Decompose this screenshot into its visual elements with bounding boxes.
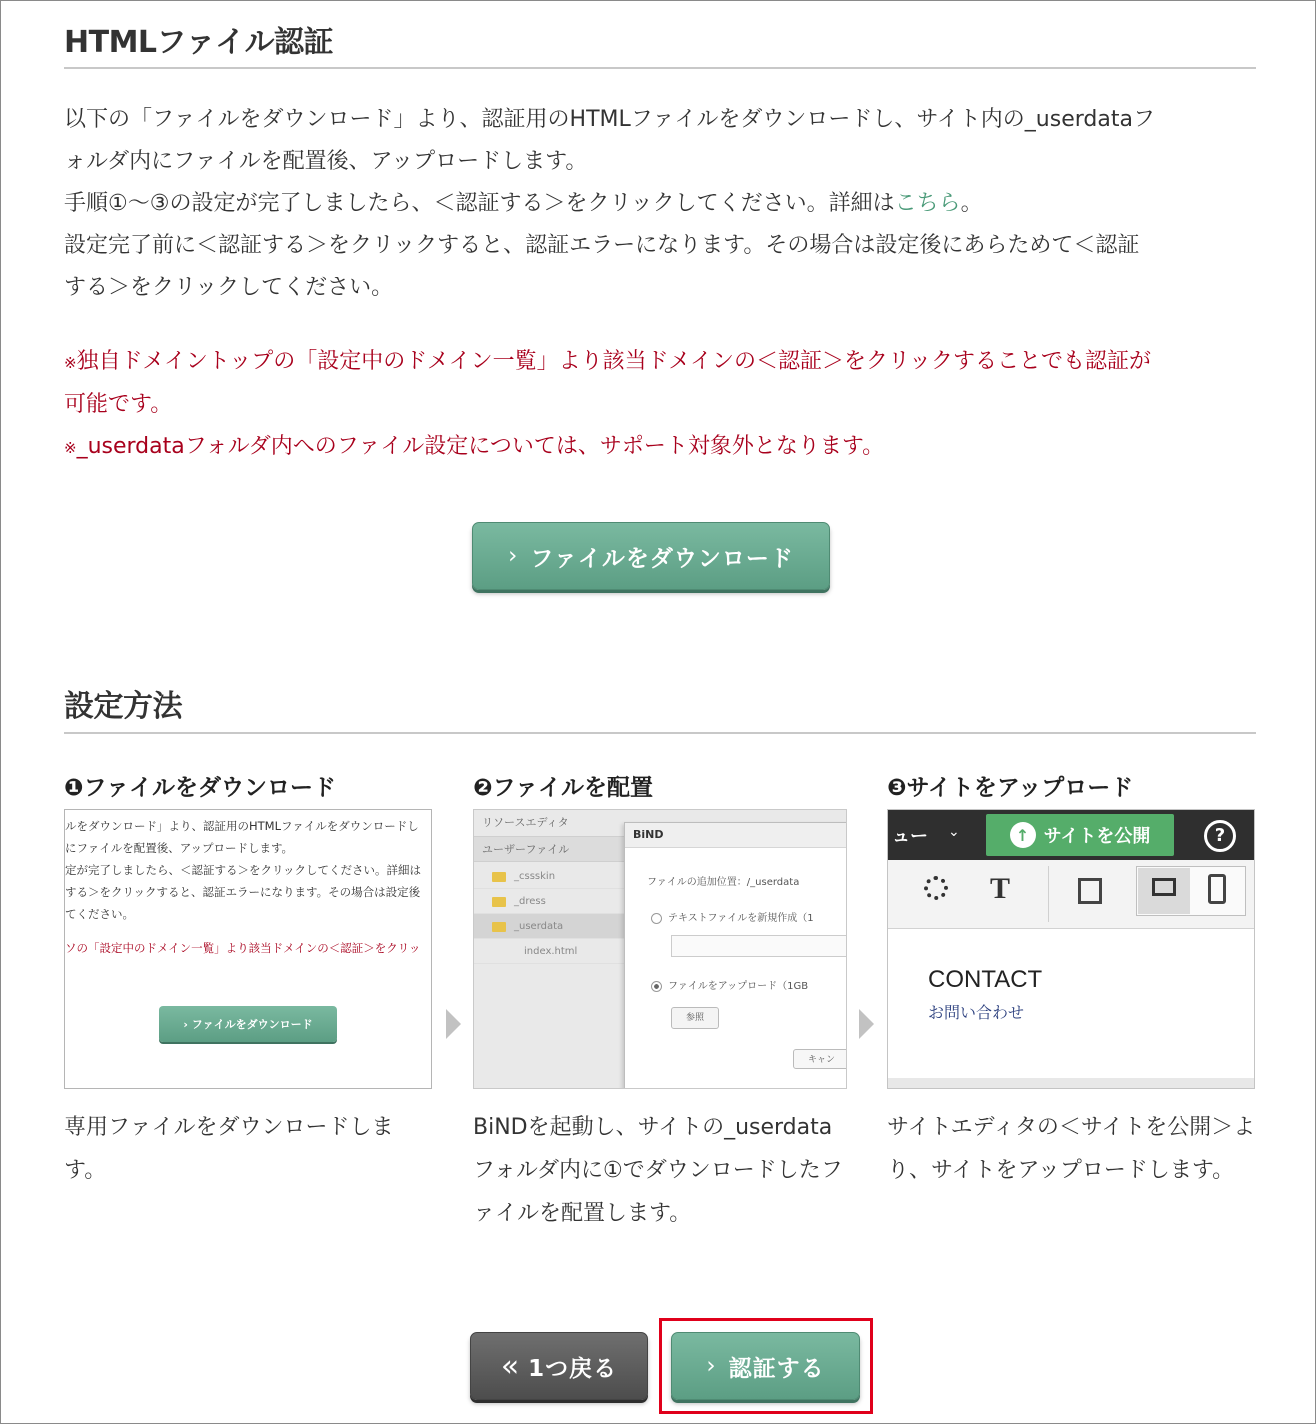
warning-note: ※_userdataフォルダ内へのファイル設定については、サポート対象外となります。: [64, 434, 885, 459]
step3-title: ❸サイトをアップロード: [887, 775, 1134, 801]
shot-toolbar: [888, 810, 1255, 860]
page-title: HTMLファイル認証: [64, 25, 333, 60]
warning-note: ※独自ドメイントップの「設定中のドメイン一覧」より該当ドメインの＜認証＞をクリックすることでも認証が: [64, 349, 1152, 374]
shot-text: 定が完了しましたら、＜認証する＞をクリックしてください。詳細は: [65, 863, 422, 877]
intro-line: 設定完了前に＜認証する＞をクリックすると、認証エラーになります。その場合は設定後にあらためて＜認証: [64, 233, 1140, 258]
shot-contact-subheading: お問い合わせ: [928, 1003, 1025, 1022]
folder-icon: [492, 897, 506, 907]
shot-option: テキストファイルを新規作成（1: [651, 909, 814, 924]
method-divider: [64, 732, 1256, 734]
help-icon: ?: [1204, 820, 1236, 852]
chevron-down-icon: ⌄: [948, 824, 960, 840]
chevron-right-icon: ›: [706, 1353, 717, 1379]
shot-cancel-button: キャン: [793, 1049, 847, 1069]
step2-screenshot: [473, 809, 847, 1089]
step1-description: 専用ファイルをダウンロードします。: [64, 1115, 394, 1183]
step2-title: ❷ファイルを配置: [473, 775, 654, 801]
folder-icon: [492, 872, 506, 882]
shot-browse-button: 参照: [671, 1007, 719, 1029]
shot-dialog: [624, 822, 847, 1089]
shot-tools: [888, 860, 1255, 929]
details-link[interactable]: こちら: [894, 191, 961, 216]
shot-download-button: › ファイルをダウンロード: [159, 1006, 337, 1042]
warning-notes: [64, 341, 1264, 469]
shot-sidebar-section: ユーザーファイル: [474, 836, 624, 862]
step-arrow-icon: [859, 1009, 874, 1039]
step1-title: ❶ファイルをダウンロード: [64, 775, 337, 801]
download-button-label: ファイルをダウンロード: [530, 545, 794, 572]
intro-text: [64, 99, 1264, 309]
shot-sidebar-header: リソースエディタ: [482, 816, 569, 829]
shot-text: する＞をクリックすると、認証エラーになります。その場合は設定後: [65, 885, 421, 899]
intro-line: 手順①〜③の設定が完了しましたら、＜認証する＞をクリックしてください。詳細はこちら。: [64, 191, 983, 216]
shot-folder-row: _userdata: [474, 914, 624, 939]
intro-line: する＞をクリックしてください。: [64, 275, 394, 300]
shot-text: にファイルを配置後、アップロードします。: [65, 841, 294, 855]
shot-contact-heading: CONTACT: [928, 966, 1043, 993]
step3-screenshot: [887, 809, 1255, 1089]
shot-file-row: index.html: [474, 939, 624, 964]
verify-button[interactable]: [671, 1332, 860, 1400]
shot-text-red: ソの「設定中のドメイン一覧」より該当ドメインの＜認証＞をクリッ: [65, 941, 421, 955]
warning-note: 可能です。: [64, 392, 173, 417]
shot-menu-label: ュー: [892, 826, 928, 847]
folder-icon: [492, 922, 506, 932]
text-icon: T: [990, 872, 1011, 905]
shot-text: てください。: [65, 907, 134, 921]
radio-icon: [651, 913, 662, 924]
step1-screenshot: [64, 809, 432, 1089]
back-button[interactable]: [470, 1332, 648, 1400]
shot-publish-button: ↑ サイトを公開: [986, 814, 1174, 856]
step3-description: サイトエディタの＜サイトを公開＞より、サイトをアップロードします。: [887, 1115, 1256, 1183]
shot-text: ルをダウンロード」より、認証用のHTMLファイルをダウンロードし: [65, 819, 419, 833]
radio-selected-icon: [651, 981, 662, 992]
verify-button-label: 認証する: [728, 1355, 825, 1382]
back-button-label: 1つ戻る: [528, 1355, 618, 1382]
upload-arrow-icon: ↑: [1010, 822, 1036, 848]
step-arrow-icon: [446, 1009, 461, 1039]
layout-icon: [1078, 878, 1102, 904]
shot-location: ファイルの追加位置：/_userdata: [647, 877, 800, 888]
mobile-view-icon: [1208, 874, 1226, 904]
shot-folder-row: _cssskin: [474, 864, 624, 889]
intro-line: 以下の「ファイルをダウンロード」より、認証用のHTMLファイルをダウンロードし、サイト内の_userdataフ: [64, 107, 1155, 132]
title-divider: [64, 67, 1256, 69]
method-title: 設定方法: [64, 689, 182, 724]
shot-input: [671, 935, 847, 957]
shot-option: ファイルをアップロード（1GB: [651, 977, 808, 992]
shot-folder-row: _dress: [474, 889, 624, 914]
shot-dialog-title: BiND: [625, 823, 847, 848]
double-chevron-left-icon: «: [500, 1348, 521, 1384]
desktop-view-icon: [1138, 868, 1190, 914]
chevron-right-icon: ›: [508, 543, 519, 569]
intro-line: ォルダ内にファイルを配置後、アップロードします。: [64, 149, 588, 174]
skin-icon: [924, 876, 948, 900]
step2-description: BiNDを起動し、サイトの_userdataフォルダ内に①でダウンロードしたファイルを配置します。: [473, 1115, 843, 1226]
download-file-button[interactable]: [472, 522, 830, 590]
